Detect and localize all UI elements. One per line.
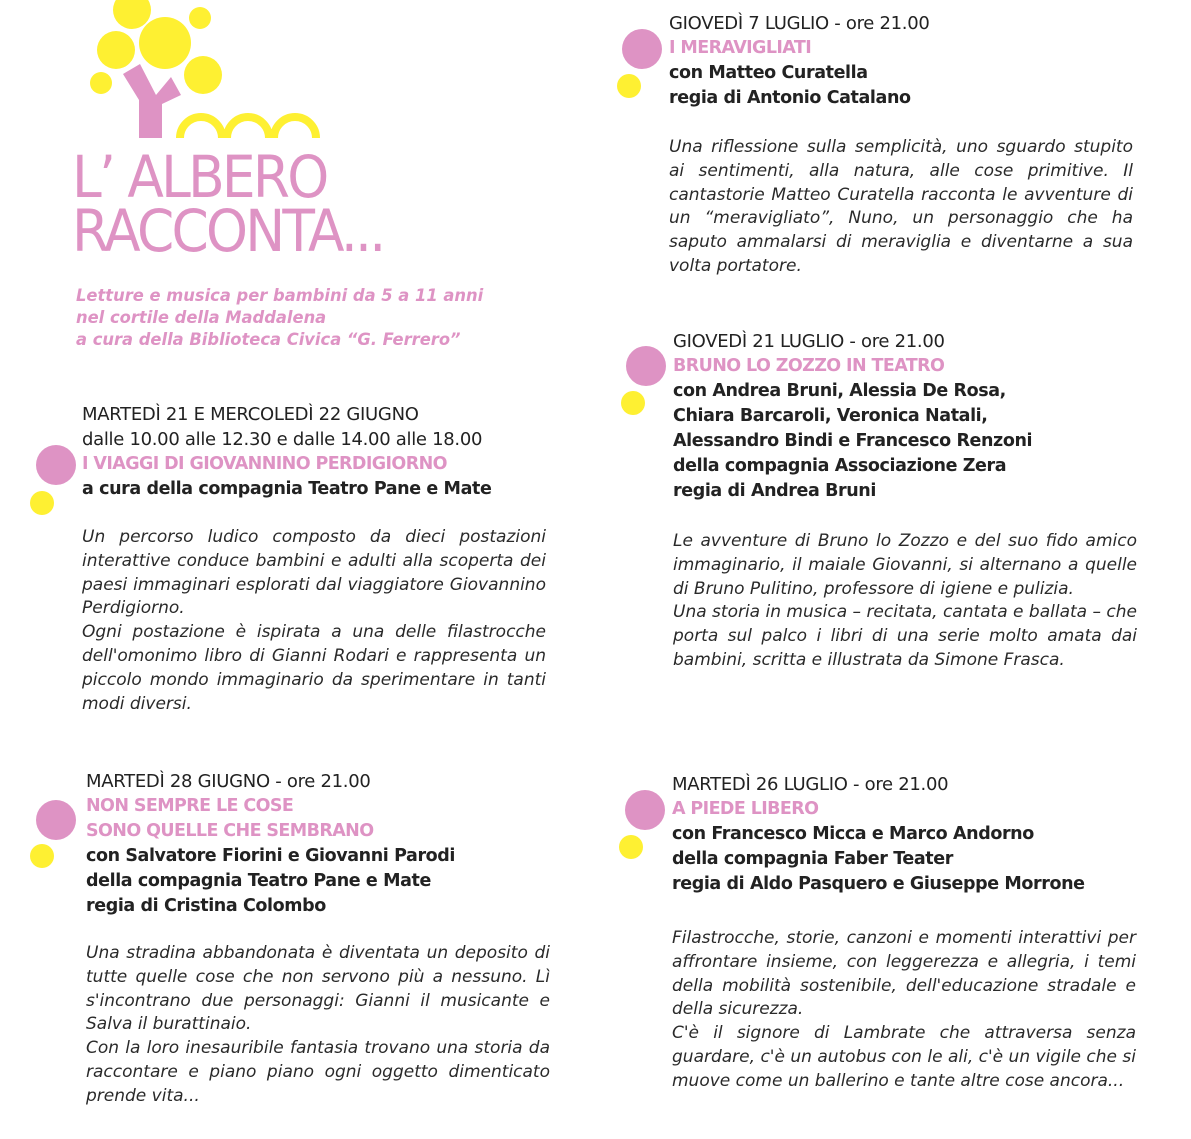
event-date: GIOVEDÌ 7 LUGLIO - ore 21.00 [669, 13, 930, 34]
event-credit: regia di Antonio Catalano [669, 88, 911, 108]
event-credit: con Matteo Curatella [669, 63, 868, 83]
event-description [86, 942, 550, 1109]
logo-circle [184, 56, 222, 94]
yellow-bullet-icon [617, 74, 641, 98]
title-line: RACCONTA... [72, 197, 384, 265]
subtitle-line: Letture e musica per bambini da 5 a 11 anni [76, 286, 484, 306]
event-credit: con Andrea Bruni, Alessia De Rosa, [673, 381, 1006, 401]
event-credit: regia di Aldo Pasquero e Giuseppe Morrone [672, 874, 1085, 894]
event-credit: Alessandro Bindi e Francesco Renzoni [673, 431, 1033, 451]
description-paragraph: Una stradina abbandonata è diventata un deposito di tutte quelle cose che non servono più a nessuno. Lì s'incontrano due personaggi: Gianni il musicante e Salva il burattinaio. [86, 943, 550, 1035]
event-credit: con Salvatore Fiorini e Giovanni Parodi [86, 846, 456, 866]
event-title: BRUNO LO ZOZZO IN TEATRO [673, 356, 945, 376]
description-paragraph: Filastrocche, storie, canzoni e momenti interattivi per affrontare insieme, con leggerezza e allegria, i temi della mobilità sostenibile, dell'educazione stradale e della sicurezza. [672, 928, 1136, 1020]
event-title: SONO QUELLE CHE SEMBRANO [86, 821, 374, 841]
event-credit: regia di Andrea Bruni [673, 481, 876, 501]
description-paragraph: Un percorso ludico composto da dieci postazioni interattive conduce bambini e adulti alla scoperta dei paesi immaginari esplorati dal viaggiatore Giovannino Perdigiorno. [82, 527, 546, 619]
logo-circle [97, 31, 135, 69]
subtitle-line: nel cortile della Maddalena [76, 308, 327, 328]
description-paragraph: Una riflessione sulla semplicità, uno sguardo stupito ai sentimenti, alla natura, alle cose primitive. Il cantastorie Matteo Curatella racconta le avventure di un “meravigliato”, Nuno, un personaggio che ha saputo ammalarsi di meraviglia e diventarne a sua volta portatore. [669, 137, 1133, 276]
event-credit: della compagnia Associazione Zera [673, 456, 1007, 476]
event-credit: Chiara Barcaroli, Veronica Natali, [673, 406, 988, 426]
event-date: MARTEDÌ 21 E MERCOLEDÌ 22 GIUGNO [82, 404, 419, 425]
logo-trunk [123, 64, 181, 138]
event-description [673, 530, 1137, 673]
event-description [82, 526, 546, 716]
event-credit: con Francesco Micca e Marco Andorno [672, 824, 1034, 844]
event-card [672, 772, 1136, 1094]
logo-arc [274, 117, 316, 138]
title-line: L’ ALBERO [72, 143, 327, 211]
event-time: dalle 10.00 alle 12.30 e dalle 14.00 alle 18.00 [82, 429, 483, 450]
event-card [86, 769, 550, 1109]
event-credit: della compagnia Faber Teater [672, 849, 953, 869]
event-card [669, 11, 1133, 279]
logo-circle [139, 17, 191, 69]
pink-bullet-icon [622, 29, 662, 69]
event-date: GIOVEDÌ 21 LUGLIO - ore 21.00 [673, 331, 945, 352]
page-subtitle [76, 285, 483, 351]
logo-arc [227, 117, 269, 138]
event-title: I VIAGGI DI GIOVANNINO PERDIGIORNO [82, 454, 447, 474]
pink-bullet-icon [36, 445, 76, 485]
logo-circle [90, 72, 112, 94]
description-paragraph: Una storia in musica – recitata, cantata e ballata – che porta sul palco i libri di una serie molto amata dai bambini, scritta e illustrata da Simone Frasca. [673, 602, 1137, 670]
pink-bullet-icon [626, 346, 666, 386]
description-paragraph: Con la loro inesauribile fantasia trovano una storia da raccontare e piano piano ogni oggetto dimenticato prende vita... [86, 1038, 550, 1106]
event-title: NON SEMPRE LE COSE [86, 796, 294, 816]
description-paragraph: Le avventure di Bruno lo Zozzo e del suo fido amico immaginario, il maiale Giovanni, si alternano a quelle di Bruno Pulitino, professore di igiene e pulizia. [673, 531, 1137, 599]
pink-bullet-icon [625, 790, 665, 830]
event-card [673, 329, 1137, 673]
description-paragraph: C'è il signore di Lambrate che attraversa senza guardare, c'è un autobus con le ali, c'è un vigile che si muove come un ballerino e tante altre cose ancora... [672, 1023, 1136, 1091]
event-title: I MERAVIGLIATI [669, 38, 812, 58]
logo-circle [113, 0, 151, 29]
page-title [72, 143, 384, 265]
yellow-bullet-icon [619, 835, 643, 859]
event-credit: della compagnia Teatro Pane e Mate [86, 871, 431, 891]
event-description [669, 136, 1133, 279]
yellow-bullet-icon [621, 391, 645, 415]
pink-bullet-icon [36, 800, 76, 840]
logo-circle [189, 7, 211, 29]
event-credit: regia di Cristina Colombo [86, 896, 326, 916]
logo-arc [180, 117, 222, 138]
description-paragraph: Ogni postazione è ispirata a una delle filastrocche dell'omonimo libro di Gianni Rodari e rappresenta un piccolo mondo immaginario da sperimentare in tanti modi diversi. [82, 622, 546, 714]
subtitle-line: a cura della Biblioteca Civica “G. Ferrero” [76, 330, 461, 350]
event-date: MARTEDÌ 28 GIUGNO - ore 21.00 [86, 771, 371, 792]
event-card [82, 402, 546, 716]
event-date: MARTEDÌ 26 LUGLIO - ore 21.00 [672, 774, 949, 795]
event-description [672, 927, 1136, 1094]
yellow-bullet-icon [30, 491, 54, 515]
tree-logo-icon [60, 0, 360, 150]
event-credit: a cura della compagnia Teatro Pane e Mate [82, 479, 492, 499]
event-title: A PIEDE LIBERO [672, 799, 819, 819]
yellow-bullet-icon [30, 844, 54, 868]
